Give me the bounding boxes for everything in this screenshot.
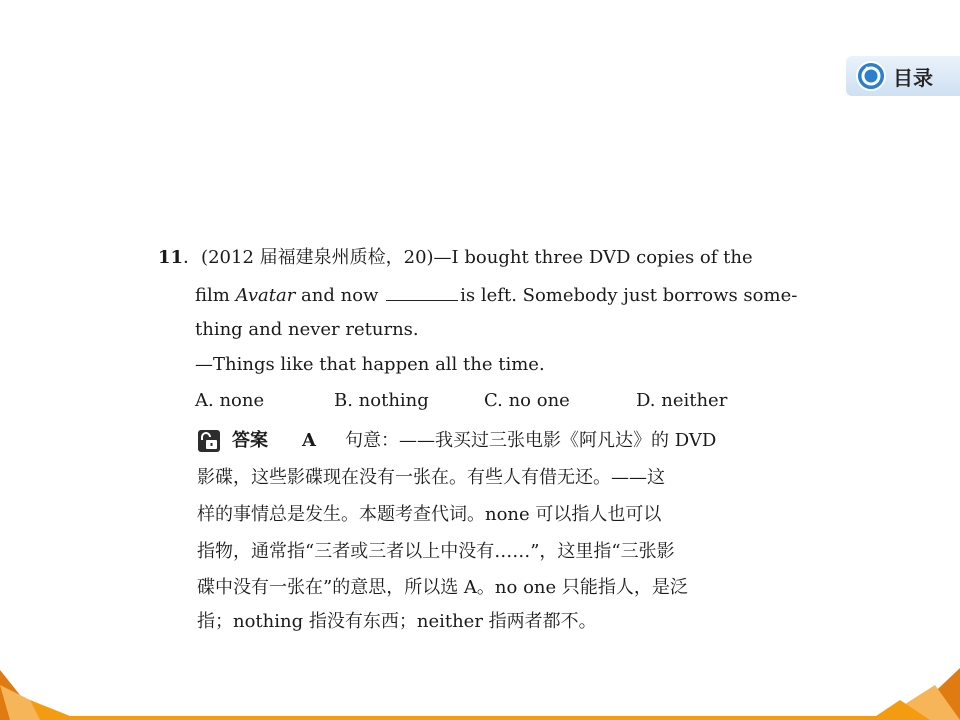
question-line-4: —Things like that happen all the time. xyxy=(195,354,545,375)
answer-blank xyxy=(386,282,458,301)
question-text: film xyxy=(195,285,236,306)
back-arrow-icon xyxy=(856,61,886,91)
answer-letter: A xyxy=(302,430,316,451)
question-line-2 xyxy=(195,282,797,308)
explanation-line: 指物，通常指“三者或三者以上中没有……”，这里指“三张影 xyxy=(197,541,675,562)
question-source: ．(2012 届福建泉州质检，20)—I bought three DVD copies of the xyxy=(183,247,753,268)
question-line-3: thing and never returns. xyxy=(195,319,419,340)
explanation-line: 指；nothing 指没有东西；neither 指两者都不。 xyxy=(197,611,597,632)
toc-button[interactable] xyxy=(846,56,960,96)
question-text: is left. Somebody just borrows some- xyxy=(460,285,798,306)
question-text: and now xyxy=(295,285,385,306)
option-b: B. nothing xyxy=(334,390,429,411)
footer-decoration xyxy=(0,660,960,720)
option-c: C. no one xyxy=(484,390,570,411)
explanation-line: 句意：——我买过三张电影《阿凡达》的 DVD xyxy=(345,430,717,451)
option-d: D. neither xyxy=(636,390,728,411)
explanation-line: 影碟，这些影碟现在没有一张在。有些人有借无还。——这 xyxy=(197,467,665,488)
question-line-1 xyxy=(158,246,753,270)
question-number: 11 xyxy=(158,247,184,268)
explanation-line: 碟中没有一张在”的意思，所以选 A。no one 只能指人，是泛 xyxy=(197,577,688,598)
option-a: A. none xyxy=(195,390,265,411)
film-title: Avatar xyxy=(235,285,296,306)
explanation-line: 样的事情总是发生。本题考查代词。none 可以指人也可以 xyxy=(197,504,662,525)
answer-label: 答案 xyxy=(232,430,268,451)
unlock-icon xyxy=(197,429,221,453)
toc-label: 目录 xyxy=(893,65,933,90)
